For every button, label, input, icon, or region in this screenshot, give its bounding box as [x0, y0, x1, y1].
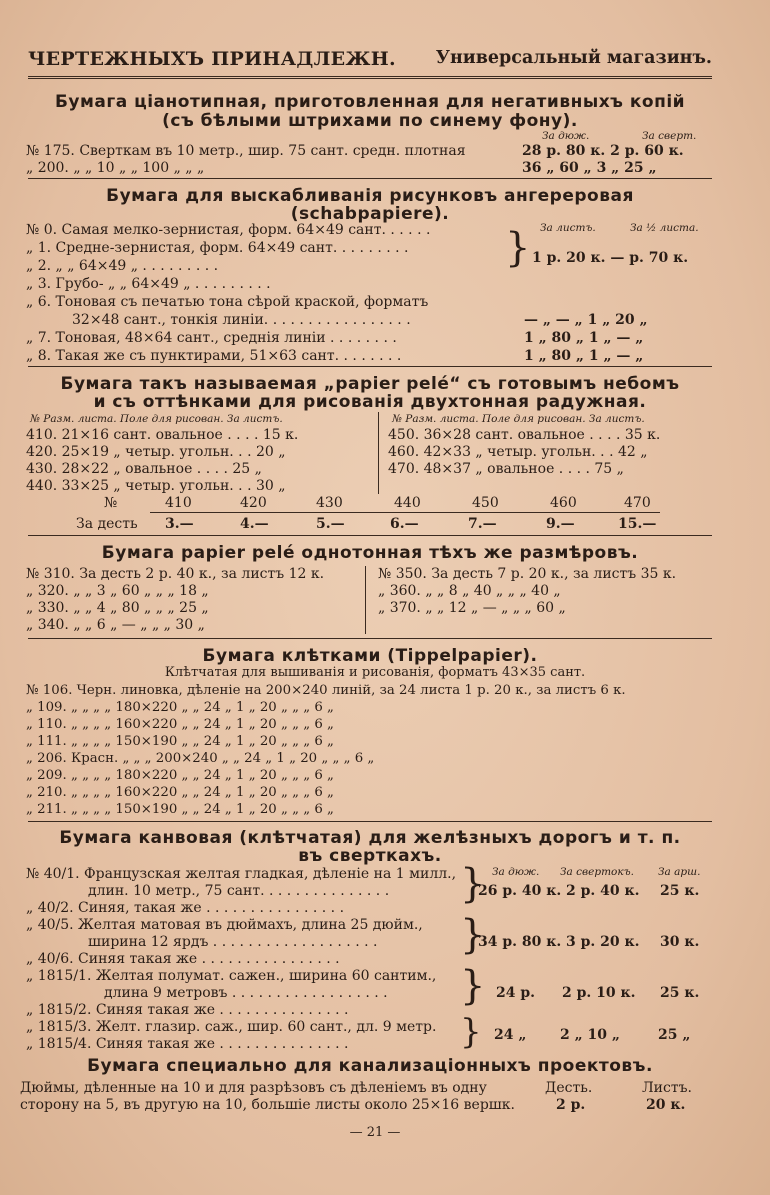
section4-title: Бумага papier pelé однотонная тѣхъ же размѣровъ.	[101, 543, 639, 563]
divider	[28, 535, 712, 536]
s3-num: 410	[165, 495, 192, 511]
s6-row: „ 1815/4. Синяя такая же . . . . . . . . . . . . . . .	[26, 1036, 349, 1052]
s3-dz: 6.—	[390, 516, 419, 532]
s2-row: № 0. Самая мелко-зернистая, форм. 64×49 сант. . . . . .	[26, 222, 431, 238]
divider	[28, 638, 712, 639]
page-header	[28, 46, 712, 79]
s5-row: „ 211. „ „ „ „ 150×190 „ „ 24 „ 1 „ 20 „ „ „ 6 „	[26, 802, 334, 817]
s6-row: № 40/1. Французская желтая гладкая, дѣленіе на 1 милл.,	[26, 866, 457, 882]
s6-row: „ 1815/3. Желт. глазир. саж., шир. 60 сант., дл. 9 метр.	[26, 1019, 437, 1035]
brace: }	[460, 912, 486, 958]
s2-row6-price: — „ — „ 1 „ 20 „	[524, 312, 648, 328]
s3-num: 430	[316, 495, 343, 511]
s2-col-half: За ½ листа.	[630, 222, 699, 234]
s5-row: „ 210. „ „ „ „ 160×220 „ „ 24 „ 1 „ 20 „ „ „ 6 „	[26, 785, 334, 800]
s4-right-row: „ 370. „ „ 12 „ — „ „ „ 60 „	[378, 600, 566, 616]
s2-group-price: 1 р. 20 к. — р. 70 к.	[532, 250, 689, 266]
s6-p2-dozen: 34 р. 80 к.	[478, 934, 562, 950]
brace: }	[460, 963, 486, 1009]
s3-num: 440	[394, 495, 421, 511]
section3-title: Бумага такъ называемая „papier pelé“ съ готовымъ небомъ	[60, 374, 680, 394]
page-number: — 21 —	[349, 1125, 401, 1140]
s2-row: „ 7. Тоновая, 48×64 сант., среднія линіи . . . . . . . .	[26, 330, 397, 346]
s6-p1-arshin: 25 к.	[660, 883, 700, 899]
s2-row: „ 3. Грубо- „ „ 64×49 „ . . . . . . . . .	[26, 276, 271, 292]
section5-subtitle: Клѣтчатая для вышиванія и рисованія, форматъ 43×35 сант.	[164, 665, 586, 680]
section7-title: Бумага специально для канализаціонныхъ проектовъ.	[87, 1056, 653, 1076]
s3-right-row: 470. 48×37 „ овальное . . . . 75 „	[388, 461, 624, 477]
brace: }	[460, 1012, 482, 1052]
s5-row: „ 111. „ „ „ „ 150×190 „ „ 24 „ 1 „ 20 „ „ „ 6 „	[26, 734, 334, 749]
s4-right-row: „ 360. „ „ 8 „ 40 „ „ „ 40 „	[378, 583, 561, 599]
section3-subtitle: и съ оттѣнками для рисованія двухтонная радужная.	[93, 392, 647, 412]
s7-col-quire: Десть.	[545, 1080, 593, 1096]
s3-left-row: 410. 21×16 сант. овальное . . . . 15 к.	[26, 427, 299, 443]
s6-row: „ 40/5. Желтая матовая въ дюймахъ, длина 25 дюйм.,	[26, 917, 423, 933]
s2-row: „ 8. Такая же съ пунктирами, 51×63 сант. . . . . . . .	[26, 348, 402, 364]
s7-line: сторону на 5, въ другую на 10, большіе листы около 25×16 вершк.	[20, 1097, 516, 1113]
s3-left-header: № Разм. листа. Поле для рисован. За листъ.	[30, 413, 283, 425]
header-left: ЧЕРТЕЖНЫХЪ ПРИНАДЛЕЖН.	[28, 48, 396, 70]
s3-num: 450	[472, 495, 499, 511]
s3-dz: 4.—	[240, 516, 269, 532]
s6-row: „ 40/2. Синяя, такая же . . . . . . . . . . . . . . . .	[26, 900, 345, 916]
section5-title: Бумага клѣтками (Tippelpapier).	[202, 646, 538, 666]
s3-dz: 9.—	[546, 516, 575, 532]
s3-left-row: 430. 28×22 „ овальное . . . . 25 „	[26, 461, 262, 477]
s3-num-label: №	[104, 495, 118, 511]
s6-p3-dozen: 24 р.	[496, 985, 536, 1001]
s6-col-roll: За свертокъ.	[560, 866, 634, 878]
s6-row: „ 1815/1. Желтая полумат. сажен., ширина 60 сантим.,	[26, 968, 437, 984]
s6-row: длина 9 метровъ . . . . . . . . . . . . . . . . . .	[104, 985, 388, 1001]
s7-quire-price: 2 р.	[556, 1097, 586, 1113]
s6-row: „ 40/6. Синяя такая же . . . . . . . . . . . . . . . .	[26, 951, 340, 967]
s3-dz: 5.—	[316, 516, 345, 532]
s6-p2-arshin: 30 к.	[660, 934, 700, 950]
s3-dz: 15.—	[618, 516, 657, 532]
s1-row-175: № 175. Сверткам въ 10 метр., шир. 75 сант. средн. плотная	[26, 143, 466, 159]
s1-col-dozen: За дюж.	[542, 130, 590, 142]
s2-row: 32×48 сант., тонкія линіи. . . . . . . . . . . . . . . . .	[72, 312, 411, 328]
divider	[28, 821, 712, 822]
s1-row-200: „ 200. „ „ 10 „ „ 100 „ „ „	[26, 160, 205, 176]
s2-col-sheet: За листъ.	[540, 222, 596, 234]
section2-title: Бумага для выскабливанія рисунковъ ангереровая	[106, 186, 634, 206]
s3-num: 420	[240, 495, 267, 511]
section2-subtitle: (schabpapiere).	[290, 204, 450, 224]
s4-right-row: № 350. За десть 7 р. 20 к., за листъ 35 к.	[378, 566, 677, 582]
s4-left-row: „ 320. „ „ 3 „ 60 „ „ „ 18 „	[26, 583, 209, 599]
brace: }	[460, 861, 486, 907]
column-divider	[378, 412, 379, 494]
divider	[28, 366, 712, 367]
section6-title: Бумага канвовая (клѣтчатая) для желѣзныхъ дорогъ и т. п.	[59, 828, 681, 848]
s4-left-row: „ 340. „ „ 6 „ — „ „ „ 30 „	[26, 617, 205, 633]
s6-p3-roll: 2 р. 10 к.	[562, 985, 636, 1001]
s6-p3-arshin: 25 к.	[660, 985, 700, 1001]
s3-num: 460	[550, 495, 577, 511]
s6-col-arshin: За арш.	[658, 866, 701, 878]
s6-p4-arshin: 25 „	[658, 1027, 691, 1043]
s5-row: „ 110. „ „ „ „ 160×220 „ „ 24 „ 1 „ 20 „ „ „ 6 „	[26, 717, 334, 732]
s4-left-row: „ 330. „ „ 4 „ 80 „ „ „ 25 „	[26, 600, 209, 616]
s1-row-175-price: 28 р. 80 к. 2 р. 60 к.	[522, 143, 684, 159]
section1-subtitle: (съ бѣлыми штрихами по синему фону).	[162, 111, 578, 131]
s6-p1-roll: 2 р. 40 к.	[566, 883, 640, 899]
s2-row: „ 6. Тоновая съ печатью тона сѣрой краской, форматъ	[26, 294, 429, 310]
s6-col-dozen: За дюж.	[492, 866, 540, 878]
s5-row: „ 209. „ „ „ „ 180×220 „ „ 24 „ 1 „ 20 „ „ „ 6 „	[26, 768, 334, 783]
s5-row: „ 206. Красн. „ „ „ 200×240 „ „ 24 „ 1 „ 20 „ „ „ 6 „	[26, 751, 375, 766]
divider	[150, 512, 660, 513]
s2-row: „ 2. „ „ 64×49 „ . . . . . . . . .	[26, 258, 219, 274]
s3-right-row: 460. 42×33 „ четыр. угольн. . . 42 „	[388, 444, 648, 460]
s7-line: Дюймы, дѣленные на 10 и для разрѣзовъ съ дѣленіемъ въ одну	[20, 1080, 487, 1096]
section1-title: Бумага ціанотипная, приготовленная для негативныхъ копій	[54, 92, 686, 112]
divider	[28, 178, 712, 179]
s3-left-row: 420. 25×19 „ четыр. угольн. . . 20 „	[26, 444, 286, 460]
s6-p4-dozen: 24 „	[494, 1027, 527, 1043]
brace: }	[505, 225, 531, 271]
s1-col-roll: За сверт.	[642, 130, 697, 142]
s7-sheet-price: 20 к.	[646, 1097, 686, 1113]
s6-row: длин. 10 метр., 75 сант. . . . . . . . . . . . . . .	[88, 883, 390, 899]
s3-dz: 3.—	[165, 516, 194, 532]
s3-left-row: 440. 33×25 „ четыр. угольн. . . 30 „	[26, 478, 286, 494]
s6-p1-dozen: 26 р. 40 к.	[478, 883, 562, 899]
s5-row: № 106. Черн. линовка, дѣленіе на 200×240 линій, за 24 листа 1 р. 20 к., за листъ 6 к.	[26, 683, 626, 698]
s2-row8-price: 1 „ 80 „ 1 „ — „	[524, 348, 644, 364]
s6-row: „ 1815/2. Синяя такая же . . . . . . . . . . . . . . .	[26, 1002, 349, 1018]
s4-left-row: № 310. За десть 2 р. 40 к., за листъ 12 к.	[26, 566, 325, 582]
column-divider	[365, 566, 366, 634]
s3-dz: 7.—	[468, 516, 497, 532]
s6-p2-roll: 3 р. 20 к.	[566, 934, 640, 950]
s5-row: „ 109. „ „ „ „ 180×220 „ „ 24 „ 1 „ 20 „ „ „ 6 „	[26, 700, 334, 715]
s6-row: ширина 12 ярдъ . . . . . . . . . . . . . . . . . . .	[88, 934, 378, 950]
s2-row: „ 1. Средне-зернистая, форм. 64×49 сант. . . . . . . . .	[26, 240, 409, 256]
s1-row-200-price: 36 „ 60 „ 3 „ 25 „	[522, 160, 657, 176]
s3-num: 470	[624, 495, 651, 511]
s2-row7-price: 1 „ 80 „ 1 „ — „	[524, 330, 644, 346]
s6-p4-roll: 2 „ 10 „	[560, 1027, 620, 1043]
header-right: Универсальный магазинъ.	[435, 48, 712, 68]
s3-dz-label: За десть	[76, 516, 138, 532]
s7-col-sheet: Листъ.	[642, 1080, 692, 1096]
s3-right-row: 450. 36×28 сант. овальное . . . . 35 к.	[388, 427, 661, 443]
s3-right-header: № Разм. листа. Поле для рисован. За листъ.	[392, 413, 645, 425]
section6-subtitle: въ сверткахъ.	[298, 846, 442, 866]
